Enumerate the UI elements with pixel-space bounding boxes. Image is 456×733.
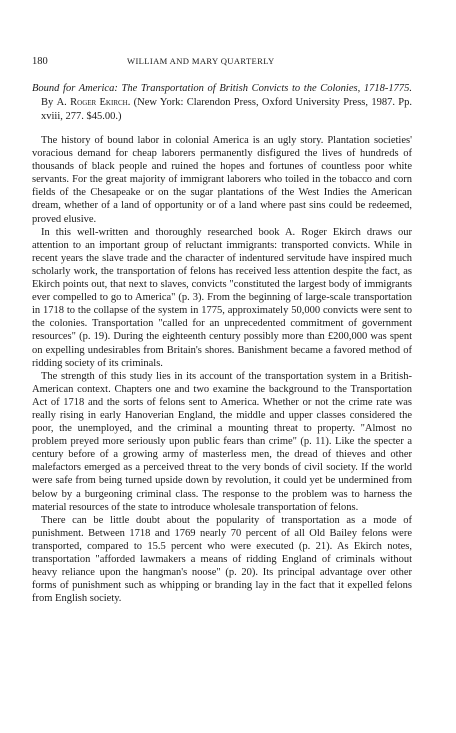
review-body xyxy=(32,134,412,605)
paragraph-1: The history of bound labor in colonial America is an ugly story. Plantation societies' voracious demand for cheap laborers permanently disfigured the lives of hundreds of thousands of black people and ruined the hopes and fortunes of countless poor white servants. For the great majority of immigrant laborers who toiled in the tobacco and corn fields of the Chesapeake or on the sugar plantations of the West Indies the American dream, whether of a land of opportunity or of a land where past sins could be redeemed, proved elusive. xyxy=(32,135,412,225)
paragraph-3: The strength of this study lies in its account of the transportation system in a British-American context. Chapters one and two examine the background to the Transportation Act of 1718 and the sorts of felons sent to America. Whether or not the crime rate was really rising in early Hanoverian England, the middle and upper classes considered the poor, the unemployed, and the criminal a mounting threat to property. "Almost no problem preyed more seriously upon public fears than crime" (p. 11). Like the specter a century before of a growing army of masterless men, the dread of thieves and other malefactors emerged as a perceived threat to the very bonds of civil society. If the world were safe from being turned upside down by revolution, it could yet be undermined from below by a burgeoning criminal class. The response to the problem was to harness the material resources of the state to introduce wholesale transportation of felons. xyxy=(32,370,412,513)
book-citation xyxy=(32,82,412,124)
by-label: By xyxy=(41,97,54,108)
publication-info: (New York: Clarendon Press, Oxford University Press, 1987. Pp. xviii, 277. $45.00.) xyxy=(41,97,412,122)
page-header xyxy=(32,56,412,70)
paragraph-2: In this well-written and thoroughly researched book A. Roger Ekirch draws our attention to an important group of reluctant immigrants: transported convicts. While in recent years the slave trade and the character of indentured servitude have inspired much scholarly work, the transportation of felons has received less attention despite the fact, as Ekirch points out, that next to slaves, convicts "constituted the largest body of immigrants ever compelled to go to America" (p. 3). From the beginning of large-scale transportation in 1718 to the collapse of the system in 1775, approximately 50,000 convicts were sent to the colonies. Transportation "called for an unprecedented commitment of government resources" (p. 19). During the eighteenth century possibly more than £200,000 was spent on expelling undesirables from Britain's shores. Banishment became a favored method of ridding society of its criminals. xyxy=(32,226,412,369)
book-title: Bound for America: The Transportation of British Convicts to the Colonies, 1718-1775. xyxy=(32,83,412,94)
paragraph-4: There can be little doubt about the popularity of transportation as a mode of punishment. Between 1718 and 1769 nearly 70 percent of all Old Bailey felons were transported, compared to 15.5 percent who were executed (p. 21). As Ekirch notes, transportation "afforded lawmakers a means of ridding England of criminals without heavy reliance upon the hangman's noose" (p. 20). Its principal advantage over other forms of punishment such as whipping or branding lay in the fact that it expelled felons from English society. xyxy=(32,514,412,605)
book-author: A. Roger Ekirch. xyxy=(56,97,131,108)
page-number: 180 xyxy=(32,56,48,67)
running-head: WILLIAM AND MARY QUARTERLY xyxy=(127,56,275,66)
